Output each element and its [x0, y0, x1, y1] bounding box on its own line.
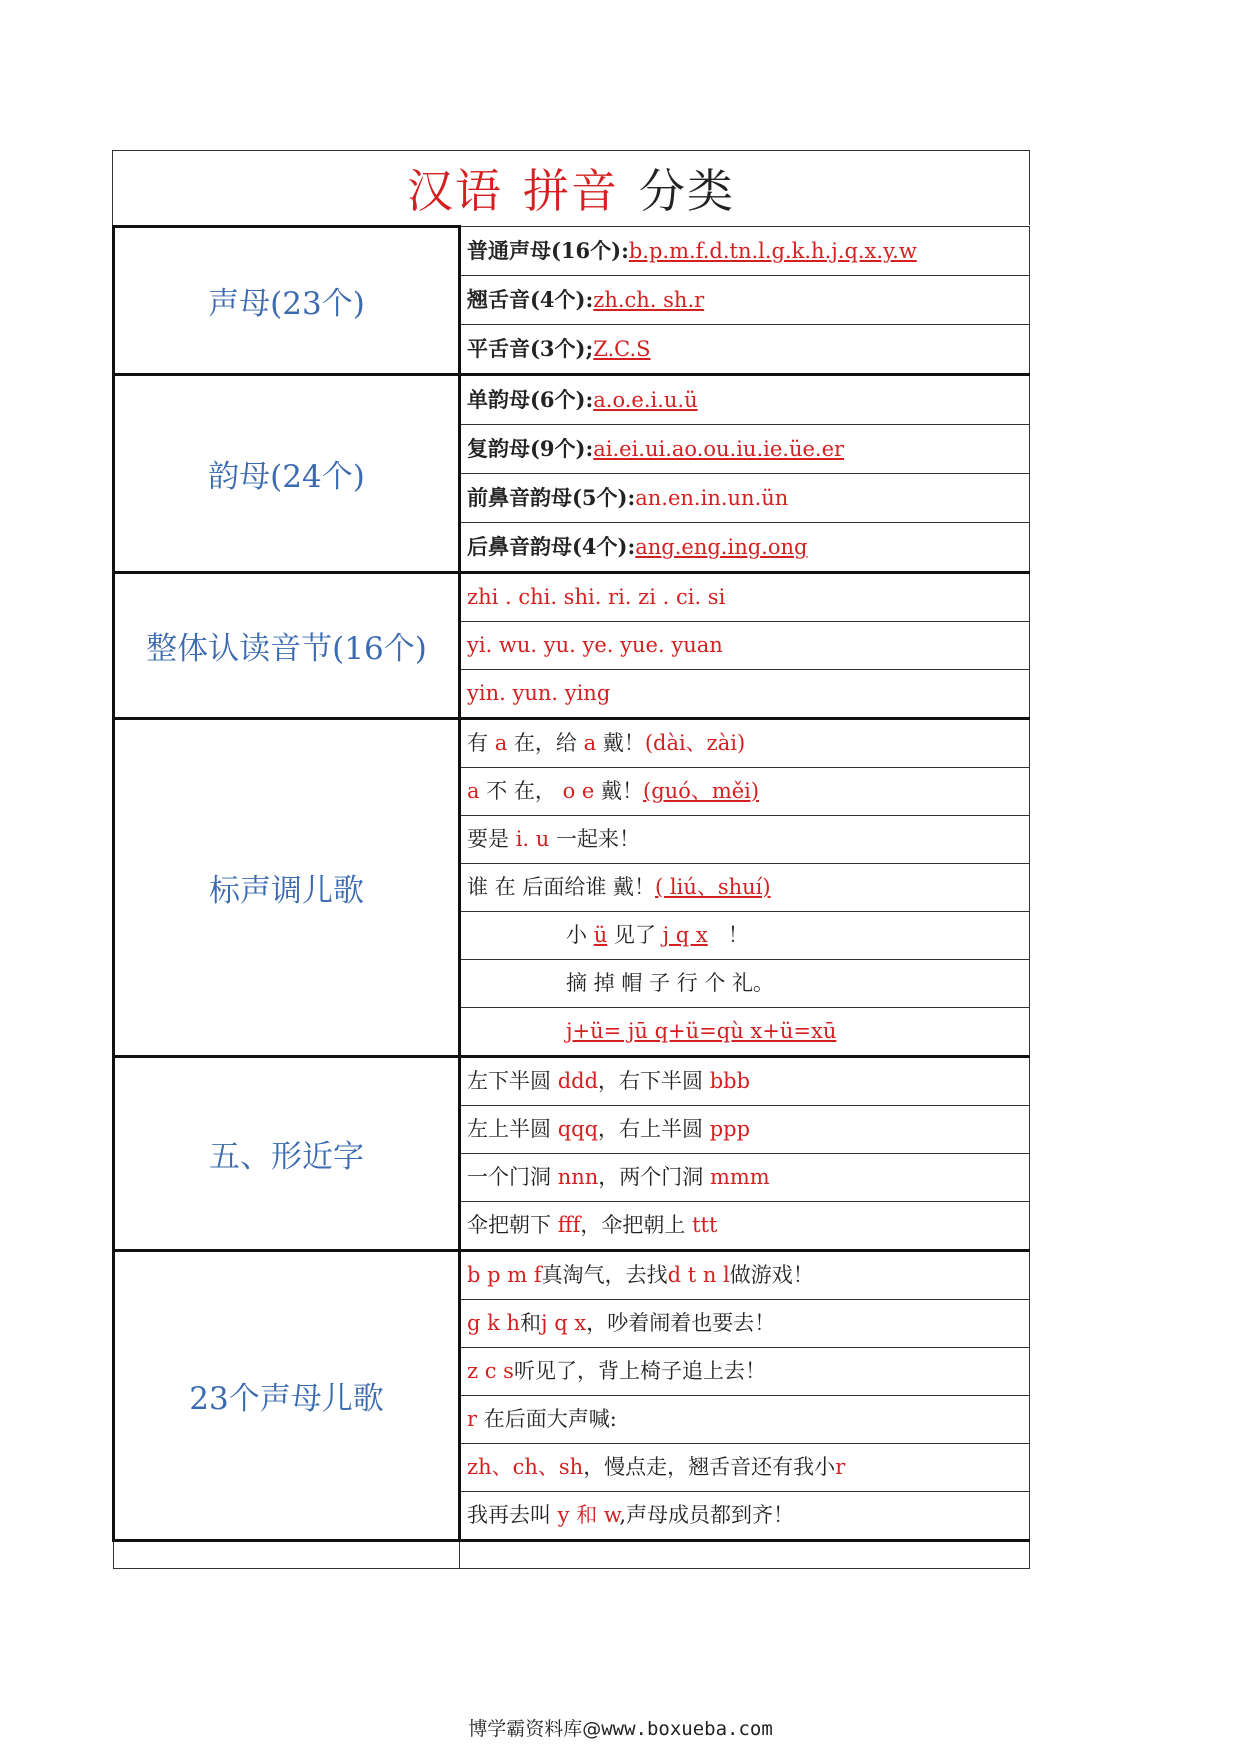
footer	[0, 1714, 1241, 1741]
text: ppp	[709, 1117, 751, 1141]
row-value: a.o.e.i.u.ü	[593, 388, 698, 412]
text: 不 在，	[486, 779, 556, 803]
category-biaosheng: 标声调儿歌	[114, 719, 460, 1057]
text: nnn	[557, 1165, 599, 1189]
text: ü	[593, 923, 608, 947]
text: 戴！	[601, 779, 644, 803]
row-key: 平舌音(3个);	[467, 336, 594, 361]
pinyin-sheet	[112, 150, 1030, 1569]
title-part-2: 拼音	[523, 164, 619, 218]
footer-url: www.boxueba.com	[601, 1718, 773, 1740]
text: 真淘气，去找	[541, 1263, 668, 1287]
text: j+ü= jū q+ü=qù x+ü=xū	[566, 1019, 837, 1043]
text: ，伞把朝上	[580, 1213, 686, 1237]
table-row	[114, 227, 1030, 276]
row-value: yi. wu. yu. ye. yue. yuan	[460, 622, 1030, 670]
table-row	[114, 375, 1030, 425]
text: 戴！	[602, 731, 645, 755]
row-key: 翘舌音(4个):	[467, 287, 594, 312]
text: b p m f	[467, 1263, 542, 1287]
table-row	[114, 1251, 1030, 1300]
text: a	[583, 731, 597, 755]
row-value: 摘 掉 帽 子 行 个 礼。	[460, 960, 1030, 1008]
text: j q x	[662, 923, 708, 947]
text: g k h	[467, 1311, 521, 1335]
page-title	[112, 150, 1030, 225]
text: 在，给	[513, 731, 577, 755]
table-row-empty	[114, 1541, 1030, 1569]
text: z c s	[467, 1359, 514, 1383]
row-key: 普通声母(16个):	[467, 238, 629, 263]
text: ，右上半圆	[598, 1117, 704, 1141]
row-value: zh.ch. sh.r	[593, 288, 705, 312]
text: 听见了，背上椅子追上去！	[513, 1359, 766, 1383]
text: r	[467, 1407, 478, 1431]
text: ttt	[692, 1213, 718, 1237]
text: 我再去叫	[467, 1503, 551, 1527]
text: o e	[562, 779, 595, 803]
category-erge: 23个声母儿歌	[114, 1251, 460, 1541]
category-zhengti: 整体认读音节(16个)	[114, 573, 460, 719]
table-row	[114, 573, 1030, 622]
text: 一个门洞	[467, 1165, 551, 1189]
row-value: zhi . chi. shi. ri. zi . ci. si	[460, 573, 1030, 622]
category-yunmu: 韵母(24个)	[114, 375, 460, 573]
footer-label: 博学霸资料库@	[468, 1718, 602, 1740]
empty-cell	[460, 1541, 1030, 1569]
text: ，右下半圆	[598, 1069, 704, 1093]
text: i. u	[515, 827, 550, 851]
text: ddd	[557, 1069, 599, 1093]
text: 做游戏！	[729, 1263, 814, 1287]
text: (guó、měi)	[643, 779, 760, 803]
text: j q x	[541, 1311, 587, 1335]
text: zh、ch、sh	[467, 1455, 584, 1479]
text: ，吵着闹着也要去！	[586, 1311, 776, 1335]
text: qqq	[557, 1117, 599, 1141]
title-part-3: 分类	[639, 164, 735, 218]
table-row	[114, 719, 1030, 768]
text: ，两个门洞	[598, 1165, 704, 1189]
text: 左上半圆	[467, 1117, 551, 1141]
text: 左下半圆	[467, 1069, 551, 1093]
text: 和	[520, 1311, 542, 1335]
category-shengmu: 声母(23个)	[114, 227, 460, 375]
text: a	[494, 731, 508, 755]
text: 伞把朝下	[467, 1213, 551, 1237]
text: ！	[727, 923, 749, 947]
text: 有	[467, 731, 488, 755]
text: 一起来！	[555, 827, 640, 851]
row-key: 单韵母(6个):	[467, 387, 594, 412]
empty-cell	[114, 1541, 460, 1569]
text: bbb	[709, 1069, 751, 1093]
text: ,声母成员都到齐！	[619, 1503, 795, 1527]
pinyin-table	[112, 225, 1030, 1569]
text: 谁 在 后面给谁 戴！	[467, 875, 656, 899]
text: d t n l	[667, 1263, 730, 1287]
text: ，慢点走，翘舌音还有我小	[583, 1455, 836, 1479]
text: fff	[557, 1213, 581, 1237]
text: 在后面大声喊:	[477, 1407, 617, 1431]
text: mmm	[709, 1165, 770, 1189]
row-value: an.en.in.un.ün	[635, 486, 789, 510]
text: (dài、zài)	[644, 731, 746, 755]
row-key: 复韵母(9个):	[467, 436, 594, 461]
text: 见了	[613, 923, 656, 947]
row-value: Z.C.S	[593, 337, 651, 361]
text: 小	[566, 923, 587, 947]
text: a	[467, 779, 480, 803]
row-key: 后鼻音韵母(4个):	[467, 534, 636, 559]
row-value: ai.ei.ui.ao.ou.iu.ie.üe.er	[593, 437, 845, 461]
row-value: yin. yun. ying	[460, 670, 1030, 719]
text: r	[835, 1455, 846, 1479]
title-part-1: 汉语	[407, 164, 503, 218]
category-xingjin: 五、形近字	[114, 1057, 460, 1251]
text: 要是	[467, 827, 509, 851]
row-key: 前鼻音韵母(5个):	[467, 485, 636, 510]
row-value: b.p.m.f.d.tn.l.g.k.h.j.q.x.y.w	[628, 239, 917, 263]
row-value: ang.eng.ing.ong	[635, 535, 808, 559]
text: y 和 w	[551, 1503, 620, 1527]
table-row	[114, 1057, 1030, 1106]
text: ( liú、shuí)	[655, 875, 771, 899]
